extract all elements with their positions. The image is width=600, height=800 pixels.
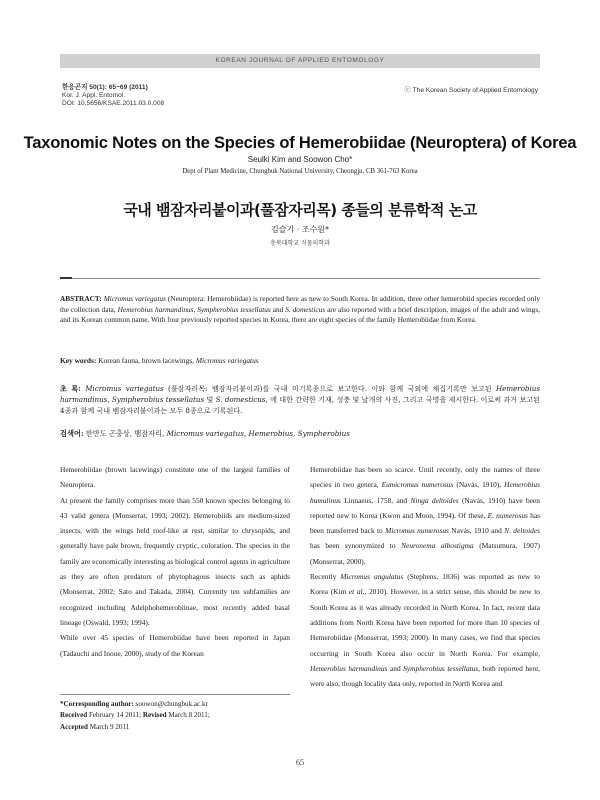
species-name: Micromus variegatus	[195, 356, 259, 365]
species-name: Micromus numerosus	[385, 526, 449, 536]
keywords-ko-text: ,	[243, 429, 249, 438]
abstract	[60, 294, 540, 326]
keywords-ko-label: 검색어:	[60, 429, 84, 438]
dates-line	[60, 710, 290, 721]
section-rule	[72, 278, 540, 279]
keywords-label: Key words:	[60, 356, 97, 365]
received-date: February 14 2011;	[87, 711, 143, 720]
species-name: Neuronema albostigma	[401, 541, 474, 551]
body-column-left	[60, 462, 290, 661]
authors-en: Seulki Kim and Soowon Cho*	[247, 155, 353, 164]
species-name: Sympherobius	[297, 429, 350, 438]
keywords-ko	[60, 429, 540, 439]
species-name: Ninga deltoides	[410, 495, 459, 505]
abstract-ko-text: , 에 대한 간략한 기재, 성충 및 날개의 사진, 그리고 국명을 제시한다. 이로써 과거 보고된 4종과 함께 국내 뱀잠자리붙이과는 모두 8종으로 기록된다.	[60, 395, 540, 416]
abstract-ko-text: 및	[204, 395, 216, 405]
species-name: Hemerobius humulinus	[310, 480, 541, 505]
keywords-ko-text: ,	[293, 429, 298, 438]
species-name: Sympherobius tessellatus	[403, 663, 479, 673]
species-name: S. domesticus	[215, 395, 266, 405]
species-name: S. domesticus	[285, 304, 326, 314]
species-name: Sympherobius tessellatus	[111, 395, 205, 405]
footnote	[60, 699, 290, 733]
species-name: Micromus variegatus	[85, 384, 164, 393]
abstract-ko-text: ,	[107, 395, 112, 405]
journal-header-band: KOREAN JOURNAL OF APPLIED ENTOMOLOGY	[60, 54, 540, 68]
body-paragraph: Hemerobiidae has been so scarce. Until recently, only the names of three species in two genera, Eumicromus numerosus (Navás, 1910), Hemerobius humulinus Linnaeus, 1758, and Ninga deltoides (Navás, 1910) have been reported new to Korea (Kwon and Moon, 1994). Of these, E. numerosus has been transferred back to Micromus numerosus Navás, 1910 and N. deltoides has been synonymized to Neuronema albostigma (Matsumura, 1907) (Monserrat, 2000).	[310, 465, 541, 566]
body-paragraph: At present the family comprises more than 550 known species belonging to 43 valid genera (Monserrat, 1993; 2002). Hemerobiids are medium-sized insects, with the wings held roof-like at rest, similar to chrysopids, and generally have pale brown, frequently cryptic, coloration. The species in the family are economically interesting as biological control agents in agriculture as they are often predators of phytophagous insects such as aphids (Monserrat, 2002; Sato and Takada, 2004). Currently ten subfamilies are recognized including Adelphohemerobiinae, most recently added basal lineage (Oswald, 1993; 1994).	[60, 495, 290, 627]
abstract-text: are also reported with a brief description, images of the adult and wings, and its Korean common name. With four previously reported species in Korea, there are eight species of the family Hemerobiidae from Korea.	[60, 304, 540, 325]
footnote-label: *Corresponding author:	[60, 700, 134, 708]
species-name: Sympherobius tessellatus	[197, 304, 271, 314]
species-name: Micromus angulatus	[340, 572, 404, 582]
keywords-en	[60, 356, 540, 365]
affiliation-ko: 충북대학교 식물의학과	[270, 240, 330, 247]
species-name: E. numerosus	[487, 510, 528, 520]
keywords-text: Korean fauna, brown lacewings,	[96, 356, 196, 365]
accepted-label: Accepted	[60, 722, 88, 731]
section-rule-accent	[60, 277, 72, 279]
species-name: Hemerobius harmandinus	[60, 384, 540, 405]
species-name: Hemerobius harmandinus	[117, 304, 194, 314]
body-column-right	[310, 462, 540, 691]
species-name: Hemerobius harmandinus	[310, 663, 388, 673]
abstract-text: and	[270, 304, 286, 314]
footnote-rule	[60, 694, 290, 695]
authors-ko: 김슬기 · 조수원*	[271, 225, 329, 234]
copyright-notice: ⓒ The Korean Society of Applied Entomology	[404, 87, 538, 94]
page-number: 65	[295, 758, 305, 767]
corresponding-author	[60, 699, 290, 710]
abstract-ko-label: 초 록:	[60, 384, 81, 393]
paper-title-en: Taxonomic Notes on the Species of Hemerobiidae (Neuroptera) of Korea	[23, 134, 577, 152]
body-paragraph: Recently Micromus angulatus (Stephens, 1836) was reported as new to Korea (Kim et al., 2010). However, in a strict sense, this should be new to South Korea as it was already recorded in North Korea. In fact, recent data additions from North Korea have been reported for more than 10 species of Hemerobiidae (Monserrat, 1993; 2000). In many cases, we find that species occurring in South Korea also occur in North Korea. For example, Hemerobius harmandinus and Sympherobius tessellatus, both reported here, were also, though locality data only, reported in North Korea and	[310, 572, 540, 689]
author-email: soowon@chungbuk.ac.kr	[133, 700, 208, 708]
species-name: Eumicromus numerosus	[381, 480, 454, 490]
accepted-date: March 9 2011	[87, 722, 130, 731]
abstract-text: ,	[193, 304, 198, 314]
revised-date: March 8 2011;	[166, 711, 210, 720]
affiliation-en: Dept of Plant Medicine, Chungbuk National University, Cheongju, CB 361-763 Korea	[182, 168, 418, 175]
species-name: N. deltoides	[504, 526, 540, 536]
revised-label: Revised	[142, 711, 167, 720]
citation-line-1: 한응곤지 50(1): 65~69 (2011)	[62, 84, 148, 91]
citation-meta	[62, 84, 164, 109]
species-name: Hemerobius	[248, 429, 294, 438]
keywords-ko-text: 한반도 곤충상, 뱀잠자리,	[83, 429, 167, 438]
species-name: Micromus variegatus	[103, 294, 166, 303]
accepted-line	[60, 722, 290, 733]
paper-title-ko: 국내 뱀잠자리붙이과(풀잠자리목) 종들의 분류학적 논고	[123, 201, 477, 219]
body-paragraph: While over 45 species of Hemerobiidae have been reported in Japan (Tadauchi and Inoue, 2000), study of the Korean	[60, 633, 290, 658]
abstract-ko-text: (풀잠자리목: 뱀잠자리붙이과)를 국내 미기록종으로 보고한다. 이와 함께 국외에 채집기록만 보고된	[163, 384, 496, 393]
abstract-label: ABSTRACT:	[60, 294, 102, 303]
citation-line-2: Kor. J. Appl. Entomol.	[62, 92, 126, 100]
body-paragraph: Hemerobiidae (brown lacewings) constitute one of the largest families of Neuroptera.	[60, 465, 290, 490]
abstract-text: (Neuroptera: Hemerobiidae) is reported here as new to South Korea. In addition, three other hemerobiid species recorded only the collection data,	[60, 294, 541, 314]
et-al: et al	[348, 587, 363, 597]
received-label: Received	[60, 711, 88, 720]
doi-line: DOI: 10.5656/KSAE.2011.03.0.008	[62, 100, 165, 108]
species-name: Micromus variegatus	[166, 429, 244, 438]
abstract-ko	[60, 383, 540, 417]
